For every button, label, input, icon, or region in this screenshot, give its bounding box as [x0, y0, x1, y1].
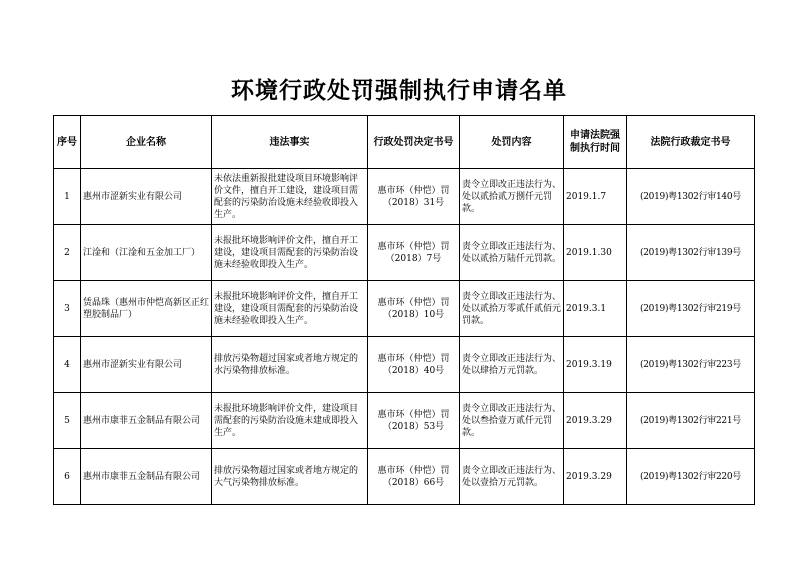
application-date: 2019.3.29: [564, 393, 627, 449]
decision-number: 惠市环（仲恺）罚（2018）66号: [368, 449, 460, 505]
court-ruling-number: (2019)粤1302行审140号: [627, 169, 755, 225]
court-ruling-number: (2019)粤1302行审219号: [627, 281, 755, 337]
penalty-content: 责令立即改正违法行为、处以贰拾贰万捌仟元罚款。: [460, 169, 564, 225]
decision-number: 惠市环（仲恺）罚（2018）31号: [368, 169, 460, 225]
penalty-content: 责令立即改正违法行为、处以贰拾万零贰仟贰佰元罚款。: [460, 281, 564, 337]
company-name: 惠州市康菲五金制品有限公司: [81, 449, 212, 505]
table-row: [54, 393, 755, 449]
violation-facts: 排放污染物超过国家或者地方规定的水污染物排放标准。: [212, 337, 368, 393]
court-ruling-number: (2019)粤1302行审223号: [627, 337, 755, 393]
penalty-content: 责令立即改正违法行为、处以壹拾万元罚款。: [460, 449, 564, 505]
row-index: 4: [54, 337, 81, 393]
violation-facts: 未报批环境影响评价文件，擅自开工建设，建设项目需配套的污染防治设施未经验收即投入生产。: [212, 281, 368, 337]
header-application-date: 申请法院强制执行时间: [564, 116, 627, 169]
decision-number: 惠市环（仲恺）罚（2018）7号: [368, 225, 460, 281]
company-name: 惠州市康菲五金制品有限公司: [81, 393, 212, 449]
company-name: 赁晶珠（惠州市仲恺高新区正红塑胶制品厂）: [81, 281, 212, 337]
row-index: 3: [54, 281, 81, 337]
company-name: 江淦和（江淦和五金加工厂）: [81, 225, 212, 281]
application-date: 2019.1.30: [564, 225, 627, 281]
application-date: 2019.3.19: [564, 337, 627, 393]
company-name: 惠州市涩新实业有限公司: [81, 337, 212, 393]
court-ruling-number: (2019)粤1302行审139号: [627, 225, 755, 281]
court-ruling-number: (2019)粤1302行审220号: [627, 449, 755, 505]
company-name: 惠州市涩新实业有限公司: [81, 169, 212, 225]
row-index: 1: [54, 169, 81, 225]
header-decision-number: 行政处罚决定书号: [368, 116, 460, 169]
table-row: [54, 225, 755, 281]
table-row: [54, 169, 755, 225]
table-row: [54, 337, 755, 393]
row-index: 5: [54, 393, 81, 449]
header-violation-facts: 违法事实: [212, 116, 368, 169]
violation-facts: 排放污染物超过国家或者地方规定的大气污染物排放标准。: [212, 449, 368, 505]
document-title: 环境行政处罚强制执行申请名单: [231, 78, 567, 104]
header-index: 序号: [54, 116, 81, 169]
row-index: 6: [54, 449, 81, 505]
violation-facts: 未报批环境影响评价文件，擅自开工建设，建设项目需配套的污染防治设施未经验收即投入生产。: [212, 225, 368, 281]
application-date: 2019.1.7: [564, 169, 627, 225]
table-row: [54, 281, 755, 337]
decision-number: 惠市环（仲恺）罚（2018）53号: [368, 393, 460, 449]
header-penalty-content: 处罚内容: [460, 116, 564, 169]
penalty-content: 责令立即改正违法行为、处以叁拾壹万贰仟元罚款。: [460, 393, 564, 449]
application-date: 2019.3.29: [564, 449, 627, 505]
violation-facts: 未报批环境影响评价文件，建设项目需配套的污染防治设施未建成即投入生产。: [212, 393, 368, 449]
court-ruling-number: (2019)粤1302行审221号: [627, 393, 755, 449]
row-index: 2: [54, 225, 81, 281]
penalty-content: 责令立即改正违法行为、处以肆拾万元罚款。: [460, 337, 564, 393]
penalty-content: 责令立即改正违法行为、处以贰拾万陆仟元罚款。: [460, 225, 564, 281]
table-row: [54, 449, 755, 505]
header-company: 企业名称: [81, 116, 212, 169]
decision-number: 惠市环（仲恺）罚（2018）40号: [368, 337, 460, 393]
application-date: 2019.3.1: [564, 281, 627, 337]
violation-facts: 未依法重新报批建设项目环境影响评价文件，擅自开工建设，建设项目需配套的污染防治设施未经验收即投入生产。: [212, 169, 368, 225]
decision-number: 惠市环（仲恺）罚（2018）10号: [368, 281, 460, 337]
penalty-table: [53, 115, 755, 505]
header-court-ruling: 法院行政裁定书号: [627, 116, 755, 169]
table-header-row: [54, 116, 755, 169]
